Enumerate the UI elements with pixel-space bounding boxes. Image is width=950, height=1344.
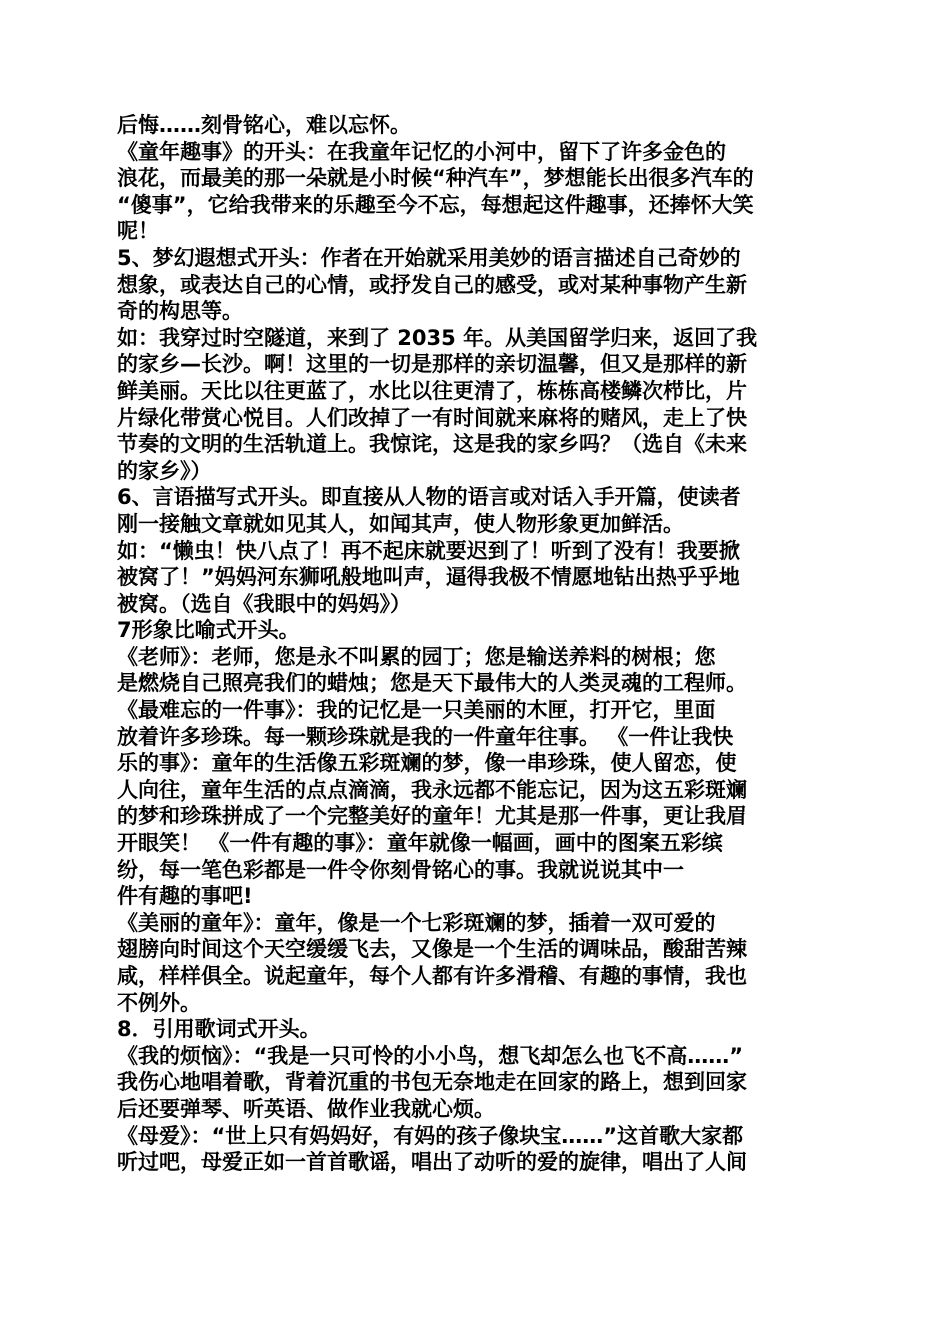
text-line: 放着许多珍珠。每一颗珍珠就是我的一件童年往事。 《一件让我快 — [117, 724, 734, 749]
text-line: 咸，样样俱全。说起童年，每个人都有许多滑稽、有趣的事情，我也 — [117, 964, 747, 988]
text-line: 8．引用歌词式开头。 — [117, 1017, 321, 1042]
text-line: “傻事”，它给我带来的乐趣至今不忘，每想起这件趣事，还捧怀大笑 — [117, 192, 754, 217]
text-line: 后悔……刻骨铭心，难以忘怀。 — [117, 113, 411, 137]
text-line: 不例外。 — [117, 990, 201, 1015]
text-line: 开眼笑！ 《一件有趣的事》：童年就像一幅画，画中的图案五彩缤 — [117, 831, 723, 856]
text-line: 听过吧，母爱正如一首首歌谣，唱出了动听的爱的旋律，唱出了人间 — [117, 1150, 747, 1175]
text-line: 鲜美丽。天比以往更蓝了，水比以往更清了，栋栋高楼鳞次栉比，片 — [117, 378, 747, 403]
text-line: 如：我穿过时空隧道，来到了 2035 年。从美国留学归来，返回了我 — [117, 325, 758, 350]
document-body — [117, 112, 837, 1176]
text-line: 的梦和珍珠拼成了一个完整美好的童年！尤其是那一件事，更让我眉 — [117, 804, 747, 829]
text-line: 浪花，而最美的那一朵就是小时候“种汽车”，梦想能长出很多汽车的 — [117, 166, 754, 191]
text-line: 节奏的文明的生活轨道上。我惊诧，这是我的家乡吗？（选自《未来 — [117, 432, 747, 457]
text-line: 《我的烦恼》：“我是一只可怜的小小鸟，想飞却怎么也飞不高……” — [117, 1043, 744, 1068]
text-line: 奇的构思等。 — [117, 299, 243, 324]
text-line: 人向往，童年生活的点点滴滴，我永远都不能忘记，因为这五彩斑斓 — [117, 777, 747, 802]
text-line: 《老师》：老师，您是永不叫累的园丁；您是输送养料的树根；您 — [117, 644, 716, 669]
text-line: 片绿化带赏心悦目。人们改掉了一有时间就来麻将的赌风，走上了快 — [117, 405, 747, 430]
text-line: 后还要弹琴、听英语、做作业我就心烦。 — [117, 1096, 495, 1121]
text-line: 件有趣的事吧! — [117, 884, 253, 909]
text-line: 乐的事》：童年的生活像五彩斑斓的梦，像一串珍珠，使人留恋，使 — [117, 751, 737, 776]
text-line: 被窝。（选自《我眼中的妈妈》） — [117, 591, 411, 616]
text-line: 被窝了！”妈妈河东狮吼般地叫声，逼得我极不情愿地钻出热乎乎地 — [117, 565, 740, 590]
text-line: 刚一接触文章就如见其人，如闻其声，使人物形象更加鲜活。 — [117, 511, 684, 536]
text-line: 纷，每一笔色彩都是一件令你刻骨铭心的事。我就说说其中一 — [117, 857, 684, 882]
text-line: 的家乡—长沙。啊！这里的一切是那样的亲切温馨，但又是那样的新 — [117, 352, 747, 377]
text-line: 的家乡》） — [117, 458, 212, 483]
text-line: 呢！ — [117, 219, 159, 244]
text-line: 想象，或表达自己的心情，或抒发自己的感受，或对某种事物产生新 — [117, 272, 747, 297]
text-line: 《美丽的童年》：童年，像是一个七彩斑斓的梦，插着一双可爱的 — [117, 910, 716, 935]
text-line: 我伤心地唱着歌，背着沉重的书包无奈地走在回家的路上，想到回家 — [117, 1070, 747, 1095]
text-line: 《最难忘的一件事》：我的记忆是一只美丽的木匣，打开它，里面 — [117, 698, 716, 723]
text-line: 7形象比喻式开头。 — [117, 618, 300, 643]
text-line: 5、梦幻遐想式开头：作者在开始就采用美妙的语言描述自己奇妙的 — [117, 245, 741, 270]
text-line: 是燃烧自己照亮我们的蜡烛；您是天下最伟大的人类灵魂的工程师。 — [117, 671, 747, 696]
text-line: 如：“懒虫！快八点了！再不起床就要迟到了！听到了没有！我要掀 — [117, 538, 740, 563]
text-line: 翅膀向时间这个天空缓缓飞去，又像是一个生活的调味品，酸甜苦辣 — [117, 937, 747, 962]
text-line: 《童年趣事》的开头：在我童年记忆的小河中，留下了许多金色的 — [117, 139, 726, 164]
text-line: 6、言语描写式开头。即直接从人物的语言或对话入手开篇，使读者 — [117, 485, 741, 510]
text-line: 《母爱》：“世上只有妈妈好，有妈的孩子像块宝……”这首歌大家都 — [117, 1123, 744, 1148]
